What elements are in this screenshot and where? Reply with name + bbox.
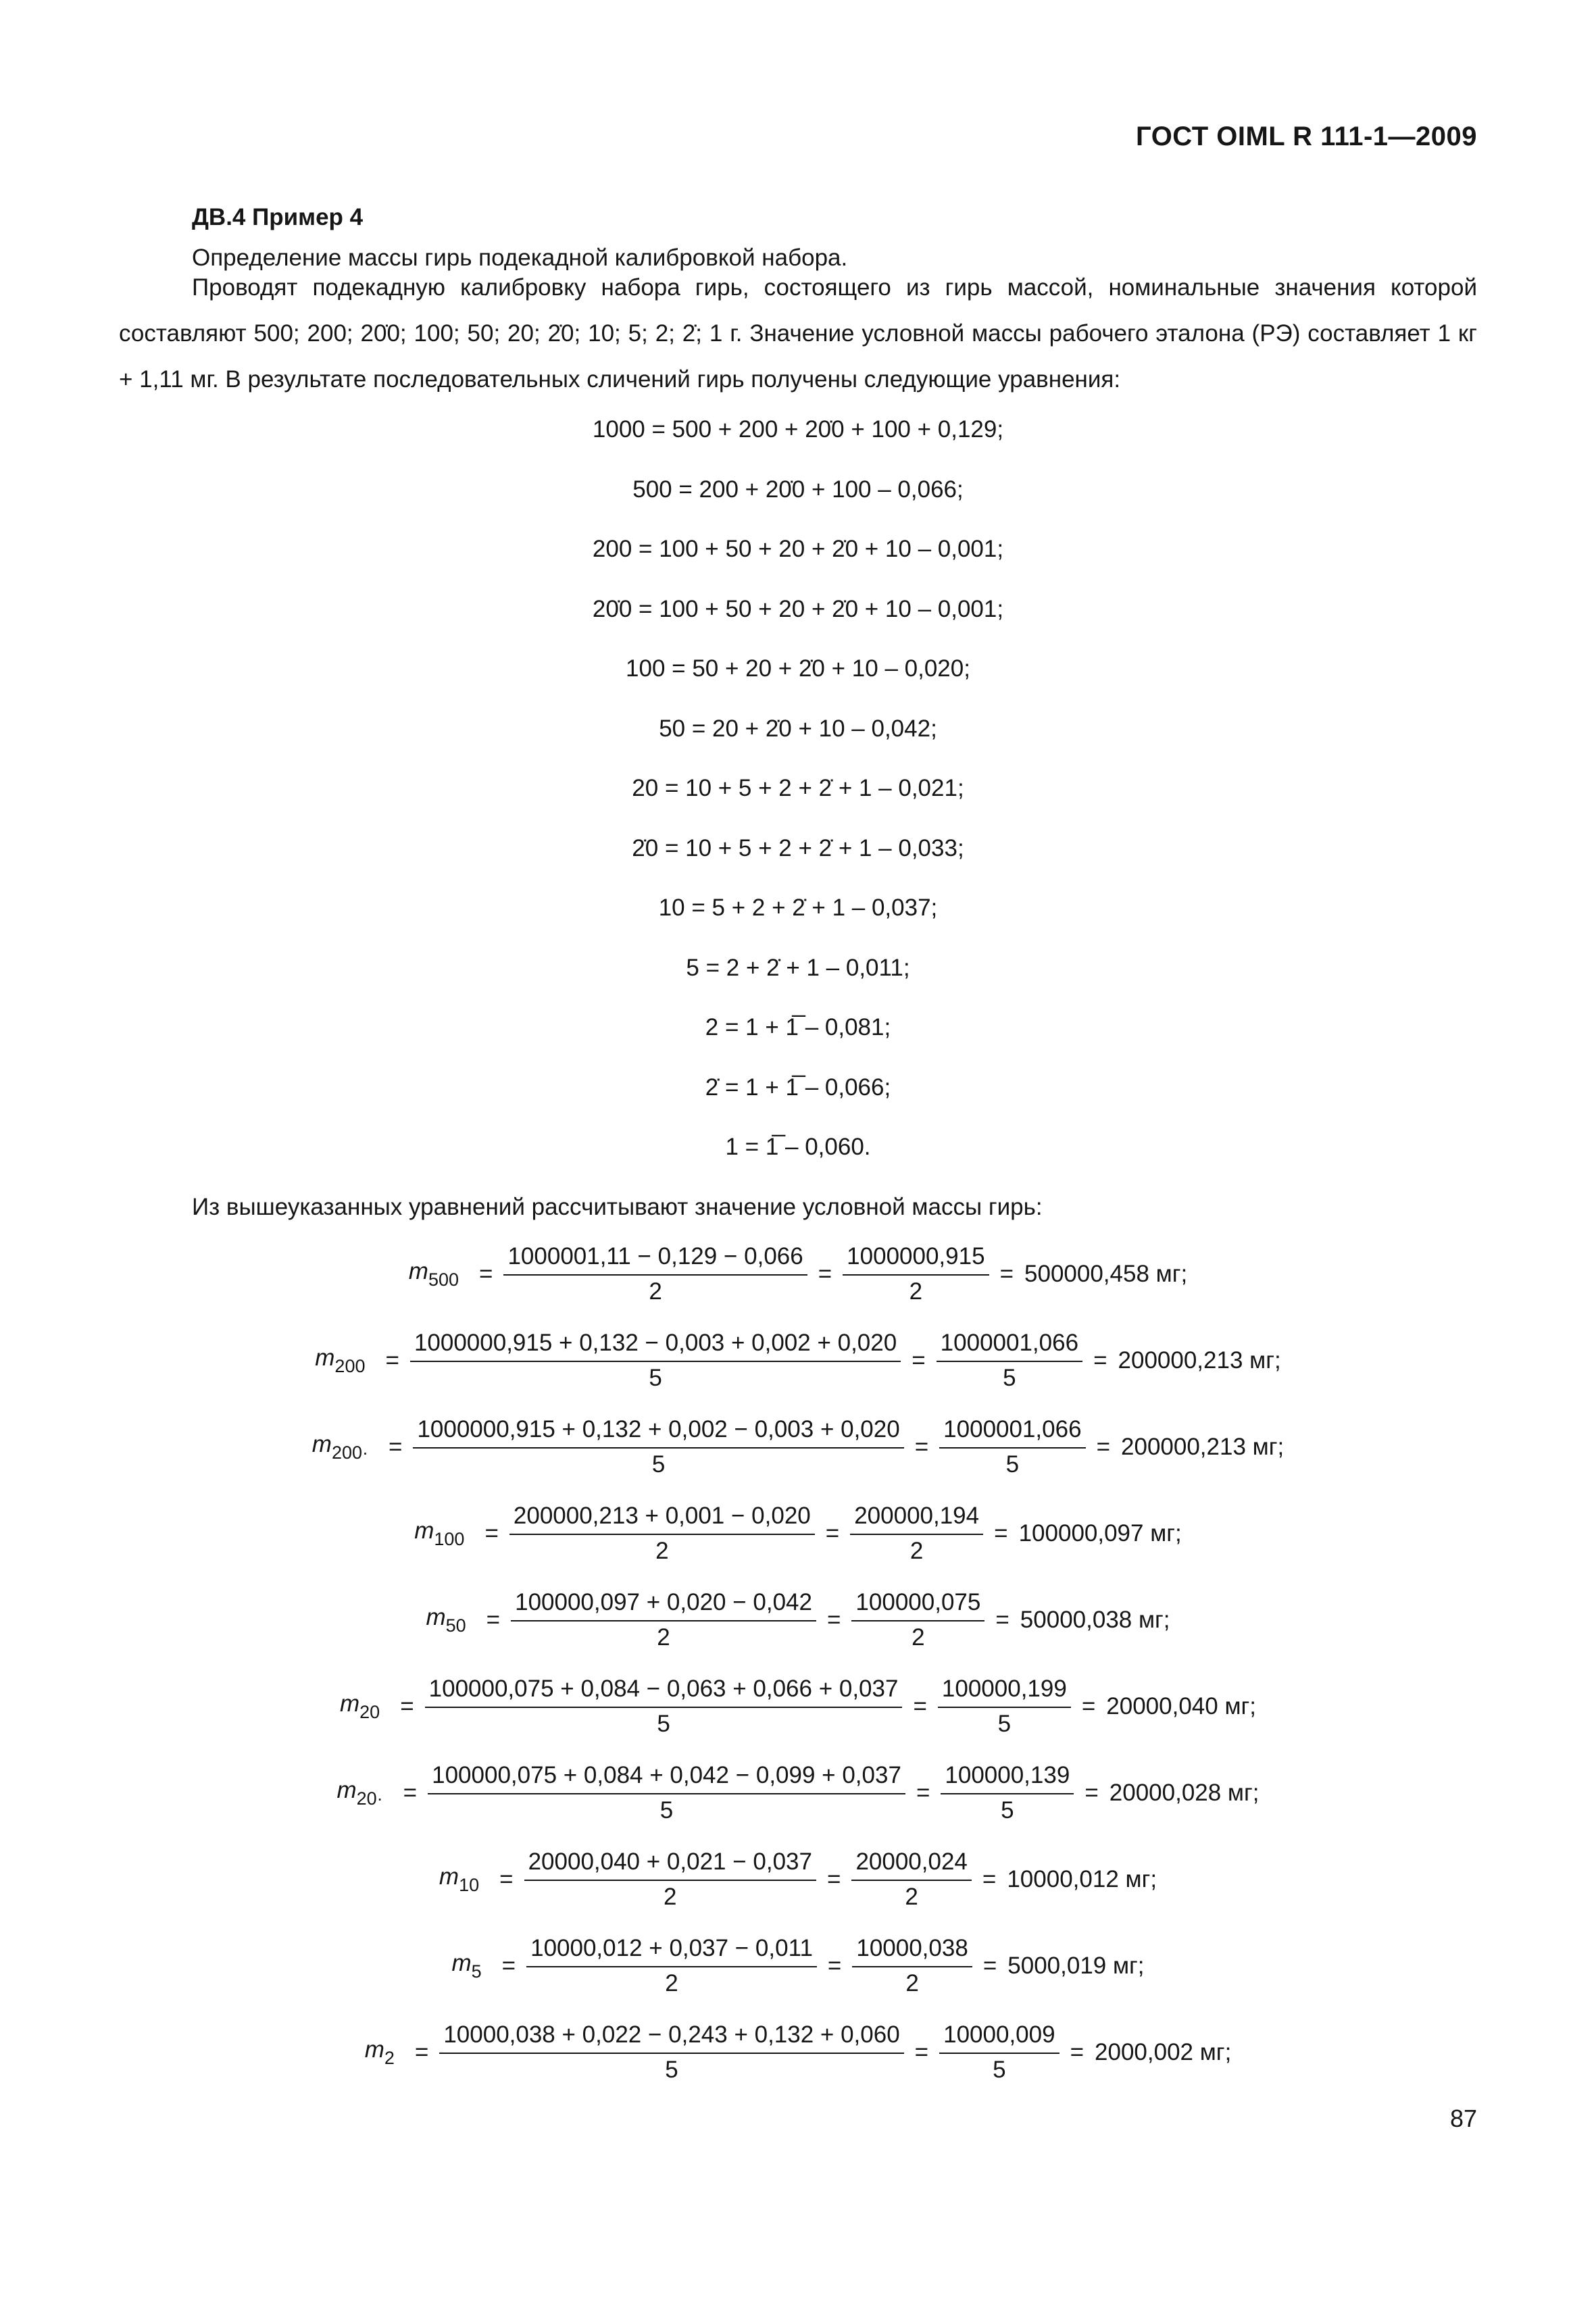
fraction-simplified: $\frac{10000,038}{2}$ <box>852 1935 972 1997</box>
fraction-expanded: $\frac{100000,075 + 0,084 + 0,042 - 0,099 + 0,037}{5}$ <box>428 1762 905 1824</box>
mass-formula-row: $m_5$ = $\frac{10000,012 + 0,037 - 0,011}{2}$ = $\frac{10000,038}{2}$ = 5000,019 мг; <box>451 1935 1145 1996</box>
mass-symbol: $m_2$ <box>364 2036 395 2068</box>
equation: 500 = 200 + 20̇0 + 100 – 0,066; <box>632 476 964 503</box>
equation: 2̇0 = 10 + 5 + 2 + 2̇ + 1 – 0,033; <box>632 834 964 861</box>
mass-formula-row: $m_{100}$ = $\frac{200000,213 + 0,001 - 0,020}{2}$ = $\frac{200000,194}{2}$ = 100000,097 мг; <box>414 1503 1182 1564</box>
section-subtitle: Определение массы гирь подекадной калибровкой набора. <box>192 245 848 271</box>
mass-symbol: $m_{20}$ <box>339 1690 380 1722</box>
equation: 200 = 100 + 50 + 20 + 2̇0 + 10 – 0,001; <box>592 536 1004 563</box>
fraction-simplified: $\frac{200000,194}{2}$ <box>850 1503 983 1565</box>
mass-formula-row: $m_{500}$ = $\frac{1000001,11 - 0,129 - 0,066}{2}$ = $\frac{1000000,915}{2}$ = 500000,458 мг; <box>408 1243 1188 1305</box>
mass-symbol: $m_{200\cdot}$ <box>311 1431 368 1463</box>
mass-result: 2000,002 мг; <box>1095 2039 1232 2065</box>
fraction-expanded: $\frac{10000,038 + 0,022 - 0,243 + 0,132 + 0,060}{5}$ <box>439 2021 903 2084</box>
equation: 2̇ = 1 + 1̅ – 0,066; <box>705 1074 891 1101</box>
fraction-expanded: $\frac{100000,097 + 0,020 - 0,042}{2}$ <box>511 1589 816 1651</box>
mass-symbol: $m_{50}$ <box>426 1604 466 1636</box>
fraction-simplified: $\frac{10000,009}{5}$ <box>939 2021 1059 2084</box>
mass-formula-row: $m_{200\cdot}$ = $\frac{1000000,915 + 0,132 + 0,002 - 0,003 + 0,020}{5}$ = $\frac{1000001,066}{5}$ = 200000,213 мг; <box>311 1416 1285 1478</box>
mass-result: 500000,458 мг; <box>1024 1261 1188 1287</box>
fraction-simplified: $\frac{1000001,066}{5}$ <box>937 1330 1082 1392</box>
mass-symbol: $m_{500}$ <box>408 1258 459 1290</box>
mass-result: 5000,019 мг; <box>1007 1953 1145 1979</box>
mass-result: 20000,028 мг; <box>1109 1780 1260 1806</box>
fraction-expanded: $\frac{1000000,915 + 0,132 - 0,003 + 0,002 + 0,020}{5}$ <box>410 1330 901 1392</box>
equation: 50 = 20 + 2̇0 + 10 – 0,042; <box>659 715 937 742</box>
fraction-expanded: $\frac{20000,040 + 0,021 - 0,037}{2}$ <box>524 1848 816 1911</box>
fraction-expanded: $\frac{100000,075 + 0,084 - 0,063 + 0,066 + 0,037}{5}$ <box>425 1676 903 1738</box>
fraction-simplified: $\frac{100000,075}{2}$ <box>851 1589 984 1651</box>
document-id-header: ГОСТ OIML R 111-1—2009 <box>1136 122 1477 151</box>
equation: 5 = 2 + 2̇ + 1 – 0,011; <box>686 954 910 981</box>
intro-paragraph: Проводят подекадную калибровку набора гирь, состоящего из гирь массой, номинальные значения которой составляют 500; 200; 20̇0; 100; 50; 20; 2̇0; 10; 5; 2; 2̇; 1 г. Значение условной массы рабочего эталона (РЭ) составляет 1 кг + 1,11 мг. В результате последовательных сличений гирь получены следующие уравнения: <box>119 274 1477 393</box>
fraction-simplified: $\frac{100000,199}{5}$ <box>938 1676 1071 1738</box>
equation: 1000 = 500 + 200 + 20̇0 + 100 + 0,129; <box>592 416 1004 443</box>
mass-result: 10000,012 мг; <box>1007 1866 1157 1892</box>
mass-symbol: $m_{20\cdot}$ <box>336 1777 383 1809</box>
mass-result: 200000,213 мг; <box>1121 1434 1285 1460</box>
fraction-expanded: $\frac{200000,213 + 0,001 - 0,020}{2}$ <box>509 1503 815 1565</box>
mass-symbol: $m_{100}$ <box>414 1517 465 1549</box>
fraction-simplified: $\frac{20000,024}{2}$ <box>851 1848 971 1911</box>
page-number: 87 <box>1449 2105 1477 2132</box>
mass-result: 200000,213 мг; <box>1118 1347 1281 1374</box>
equation: 100 = 50 + 20 + 2̇0 + 10 – 0,020; <box>626 655 970 682</box>
fraction-simplified: $\frac{1000000,915}{2}$ <box>843 1243 989 1305</box>
mass-formula-row: $m_{20\cdot}$ = $\frac{100000,075 + 0,084 + 0,042 - 0,099 + 0,037}{5}$ = $\frac{100000,139}{5}$ = 20000,028 мг; <box>336 1762 1260 1823</box>
mass-symbol: $m_{10}$ <box>439 1863 480 1895</box>
equation: 2 = 1 + 1̅ – 0,081; <box>705 1014 891 1041</box>
equation: 20̇0 = 100 + 50 + 20 + 2̇0 + 10 – 0,001; <box>592 595 1004 622</box>
mass-formula-row: $m_{200}$ = $\frac{1000000,915 + 0,132 - 0,003 + 0,002 + 0,020}{5}$ = $\frac{1000001,066}{5}$ = 200000,213 мг; <box>315 1330 1281 1391</box>
fraction-simplified: $\frac{100000,139}{5}$ <box>941 1762 1074 1824</box>
calculation-intro: Из вышеуказанных уравнений рассчитывают значение условной массы гирь: <box>192 1194 1043 1220</box>
fraction-expanded: $\frac{10000,012 + 0,037 - 0,011}{2}$ <box>526 1935 817 1997</box>
equation: 10 = 5 + 2 + 2̇ + 1 – 0,037; <box>658 895 938 922</box>
mass-formula-row: $m_{10}$ = $\frac{20000,040 + 0,021 - 0,037}{2}$ = $\frac{20000,024}{2}$ = 10000,012 мг; <box>439 1848 1157 1910</box>
fraction-expanded: $\frac{1000000,915 + 0,132 + 0,002 - 0,003 + 0,020}{5}$ <box>413 1416 903 1478</box>
mass-formula-row: $m_2$ = $\frac{10000,038 + 0,022 - 0,243 + 0,132 + 0,060}{5}$ = $\frac{10000,009}{5}$ = 2000,002 мг; <box>364 2021 1232 2083</box>
equations-list <box>0 400 1596 1178</box>
mass-formula-row: $m_{50}$ = $\frac{100000,097 + 0,020 - 0,042}{2}$ = $\frac{100000,075}{2}$ = 50000,038 мг; <box>426 1589 1170 1651</box>
section-title: ДВ.4 Пример 4 <box>192 204 364 230</box>
mass-result: 50000,038 мг; <box>1020 1607 1170 1633</box>
equation: 1 = 1̅ – 0,060. <box>725 1134 871 1161</box>
mass-symbol: $m_5$ <box>451 1950 482 1982</box>
equation: 20 = 10 + 5 + 2 + 2̇ + 1 – 0,021; <box>632 775 964 802</box>
mass-result: 20000,040 мг; <box>1106 1693 1257 1719</box>
mass-formula-row: $m_{20}$ = $\frac{100000,075 + 0,084 - 0,063 + 0,066 + 0,037}{5}$ = $\frac{100000,199}{5}$ = 20000,040 мг; <box>339 1676 1257 1737</box>
mass-calculations <box>0 1231 1596 2096</box>
mass-symbol: $m_{200}$ <box>315 1344 366 1376</box>
mass-result: 100000,097 мг; <box>1018 1520 1182 1546</box>
fraction-expanded: $\frac{1000001,11 - 0,129 - 0,066}{2}$ <box>503 1243 807 1305</box>
fraction-simplified: $\frac{1000001,066}{5}$ <box>939 1416 1085 1478</box>
